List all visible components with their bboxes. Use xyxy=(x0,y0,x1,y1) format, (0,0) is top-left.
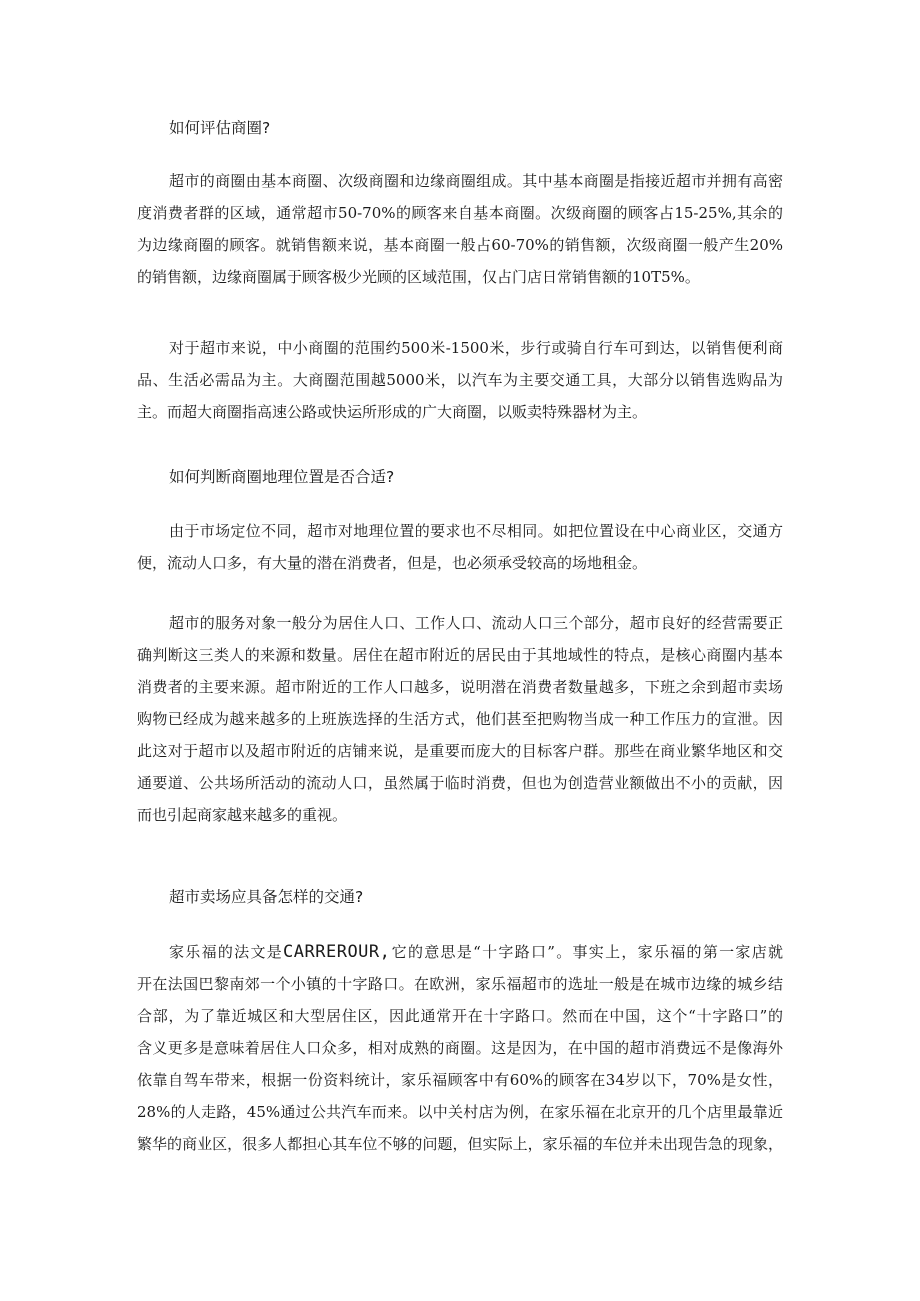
paragraph-carrefour-example xyxy=(137,936,783,1160)
section-heading-location-suitability: 如何判断商圈地理位置是否合适? xyxy=(169,468,395,486)
paragraph-trade-area-range xyxy=(137,332,783,428)
brand-name: CARREROUR, xyxy=(283,942,391,962)
text-line: 的销售额，边缘商圈属于顾客极少光顾的区域范围，仅占门店日常销售额的10T5%。 xyxy=(137,268,700,286)
text-line: 对于超市来说，中小商圈的范围约500米-1500米，步行或骑自行车可到达，以销售便利商 xyxy=(169,339,783,357)
paragraph-market-positioning xyxy=(137,515,783,579)
text-line: 购物已经成为越来越多的上班族选择的生活方式，他们甚至把购物当成一种工作压力的宣泄。因 xyxy=(137,710,783,728)
text-line: 度消费者群的区域，通常超市50-70%的顾客来自基本商圈。次级商圈的顾客占15-25%,其余的 xyxy=(137,204,783,222)
text-line: 此这对于超市以及超市附近的店铺来说，是重要而庞大的目标客户群。那些在商业繁华地区和交 xyxy=(137,742,783,760)
paragraph-service-population xyxy=(137,607,783,831)
text-line: 通要道、公共场所活动的流动人口，虽然属于临时消费，但也为创造营业额做出不小的贡献，因 xyxy=(137,774,783,792)
text-line: 超市的服务对象一般分为居住人口、工作人口、流动人口三个部分，超市良好的经营需要正 xyxy=(169,614,783,632)
text-line: 28%的人走路，45%通过公共汽车而来。以中关村店为例，在家乐福在北京开的几个店里最靠近 xyxy=(137,1103,783,1121)
text-segment: 家乐福的法文是 xyxy=(169,943,284,961)
text-line: 开在法国巴黎南郊一个小镇的十字路口。在欧洲，家乐福超市的选址一般是在城市边缘的城乡结 xyxy=(137,975,783,993)
text-line: 品、生活必需品为主。大商圈范围越5000米，以汽车为主要交通工具，大部分以销售选购品为 xyxy=(137,371,783,389)
text-line: 主。而超大商圈指高速公路或快运所形成的广大商圈，以贩卖特殊器材为主。 xyxy=(137,403,648,421)
paragraph-trade-area-composition xyxy=(137,165,783,293)
text-line: 确判断这三类人的来源和数量。居住在超市附近的居民由于其地域性的特点，是核心商圈内基本 xyxy=(137,646,783,664)
text-line: 超市的商圈由基本商圈、次级商圈和边缘商圈组成。其中基本商圈是指接近超市并拥有高密 xyxy=(169,172,783,190)
text-line xyxy=(137,936,783,968)
text-line: 而也引起商家越来越多的重视。 xyxy=(137,806,348,824)
text-line: 由于市场定位不同，超市对地理位置的要求也不尽相同。如把位置设在中心商业区，交通方 xyxy=(169,522,783,540)
text-line: 消费者的主要来源。超市附近的工作人口越多，说明潜在消费者数量越多，下班之余到超市卖场 xyxy=(137,678,783,696)
section-heading-evaluate-trade-area: 如何评估商圈? xyxy=(169,119,271,137)
text-line: 为边缘商圈的顾客。就销售额来说，基本商圈一般占60-70%的销售额，次级商圈一般产生20% xyxy=(137,236,783,254)
text-line: 繁华的商业区，很多人都担心其车位不够的问题，但实际上，家乐福的车位并未出现告急的现象， xyxy=(137,1135,783,1153)
section-heading-traffic-requirements: 超市卖场应具备怎样的交通? xyxy=(169,888,364,906)
text-line: 依靠自驾车带来，根据一份资料统计，家乐福顾客中有60%的顾客在34岁以下，70%是女性， xyxy=(137,1071,783,1089)
text-line: 便，流动人口多，有大量的潜在消费者，但是，也必须承受较高的场地租金。 xyxy=(137,554,648,572)
text-segment: 它的意思是“十字路口”。事实上，家乐福的第一家店就 xyxy=(390,943,783,961)
text-line: 含义更多是意味着居住人口众多，相对成熟的商圈。这是因为，在中国的超市消费远不是像海外 xyxy=(137,1039,783,1057)
text-line: 合部，为了靠近城区和大型居住区，因此通常开在十字路口。然而在中国，这个“十字路口”的 xyxy=(137,1007,783,1025)
